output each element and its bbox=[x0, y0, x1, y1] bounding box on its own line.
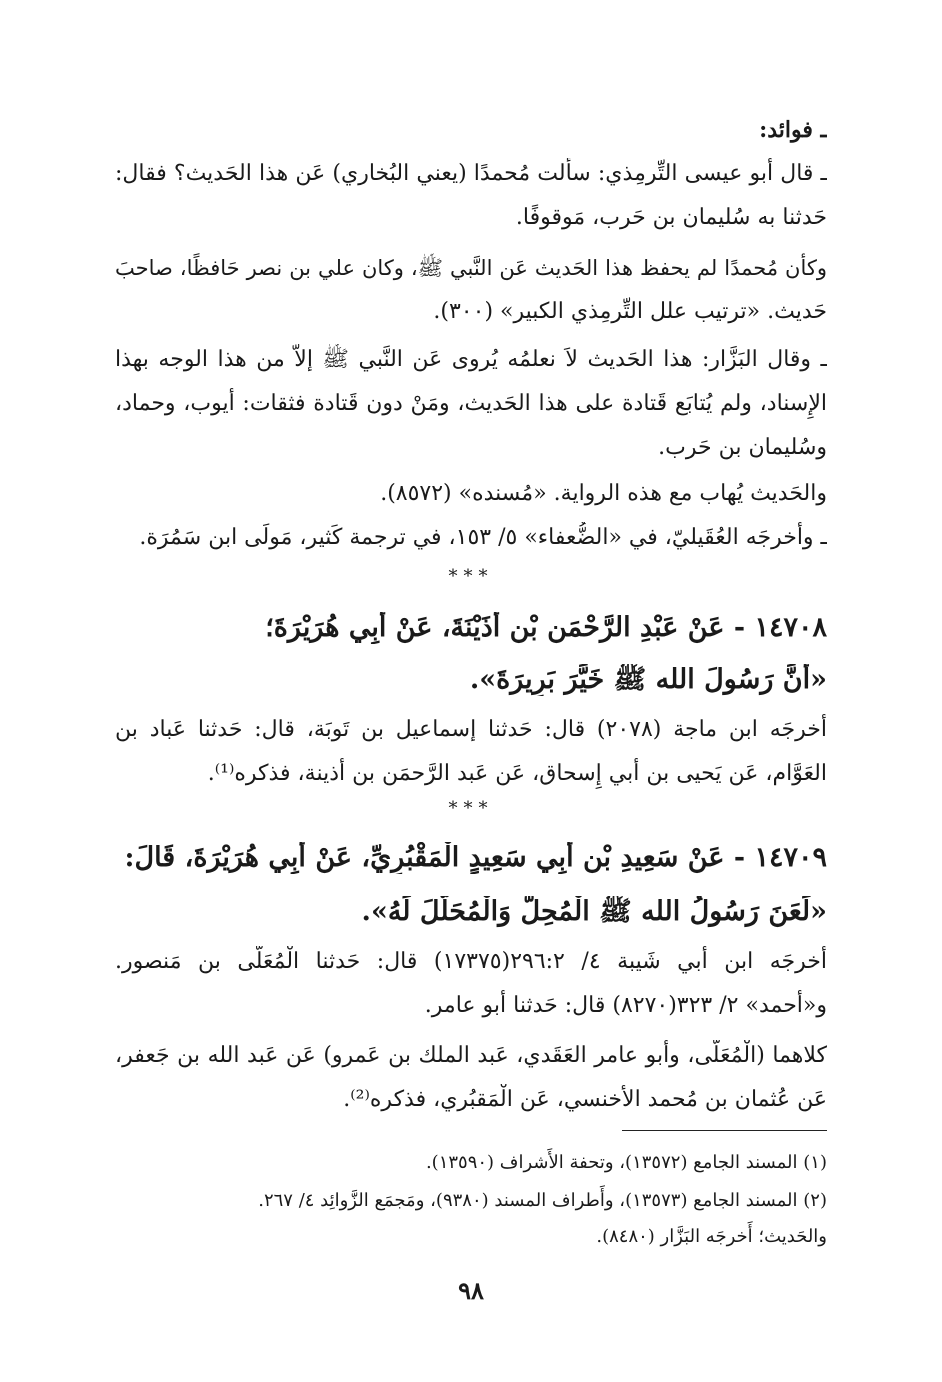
text-line: ـ وقال البَزَّار: هذا الحَديث لاَ نعلمُه يُروى عَن النَّبي ﷺ إلاَّ من هذا الوجه بهذا bbox=[115, 347, 827, 372]
section-divider-stars: *** bbox=[448, 798, 494, 819]
footnote: (١) المسند الجامع (١٣٥٧٢)، وتحفة الأَشراف (١٣٥٩٠). bbox=[425, 1152, 827, 1173]
text-line: ـ وأخرجَه العُقَيليّ، في «الضُّعفاء» ٥/ ١٥٣، في ترجمة كَثير، مَولَى ابن سَمُرَة. bbox=[139, 525, 827, 550]
hadith-text: «أَنَّ رَسُولَ الله ﷺ خَيَّرَ بَرِيرَةَ». bbox=[469, 664, 827, 695]
text-line: أخرجَه ابن أَبي شَيبة ٤/ ٢٩٦:٢(١٧٣٧٥) قال: حَدثنا الْمُعَلَّى بن مَنصور. bbox=[115, 949, 827, 974]
text-line: الإِسناد، ولم يُتابَع قَتادة على هذا الحَديث، ومَنْ دون قَتادة فثقات: أيوب، وحماد، bbox=[115, 391, 827, 416]
text-line: عَن عُثمان بن مُحمد الأَخنسي، عَن الْمَقبُري، فذكره⁽²⁾. bbox=[343, 1087, 827, 1112]
text-line: حَديث. «ترتيب علل التِّرمِذي الكبير» (٣٠٠). bbox=[433, 299, 827, 324]
text-line: حَدثنا به سُليمان بن حَرب، مَوقوفًا. bbox=[515, 205, 827, 230]
section-heading: ـ فوائد: bbox=[759, 117, 827, 143]
text-line: والحَديث يُهاب مع هذه الرواية. «مُسنده» (٨٥٧٢). bbox=[380, 481, 827, 506]
text-line: كلاهما (الْمُعَلَّى، وأَبو عامر العَقَدي، عَبد الملك بن عَمرو) عَن عَبد الله بن جَعفر، bbox=[115, 1043, 827, 1068]
page-number: ٩٨ bbox=[458, 1276, 484, 1305]
footnote: (٢) المسند الجامع (١٣٥٧٣)، وأَطراف المسند (٩٣٨٠)، ومَجمَع الزَّوائِد ٤/ ٢٦٧. bbox=[258, 1190, 827, 1211]
text-line: العَوَّام، عَن يَحيى بن أَبي إِسحاق، عَن عَبد الرَّحمَن بن أُذينة، فذكره⁽¹⁾. bbox=[207, 761, 827, 786]
text-line: وكأن مُحمدًا لم يحفظ هذا الحَديث عَن النَّبي ﷺ، وكان علي بن نصر حَافظًا، صاحبَ bbox=[115, 256, 827, 280]
footnote-separator bbox=[622, 1130, 827, 1131]
text-line: وسُليمان بن حَرب. bbox=[658, 435, 827, 460]
hadith-number-line: ١٤٧٠٩ - عَنْ سَعِيدِ بْنِ أَبِي سَعِيدٍ الْمَقْبُرِيِّ، عَنْ أَبِي هُرَيْرَةَ، قَالَ: bbox=[124, 842, 827, 873]
hadith-text: «لَعَنَ رَسُولُ الله ﷺ الْمُحِلَّ وَالْمُحَلَّلَ لَهُ». bbox=[361, 896, 827, 927]
text-line: أخرجَه ابن ماجة (٢٠٧٨) قال: حَدثنا إسماعيل بن تَوبَة، قال: حَدثنا عَباد بن bbox=[115, 717, 827, 742]
section-divider-stars: *** bbox=[448, 566, 494, 587]
text-line: ـ قال أبو عيسى التِّرمِذي: سألت مُحمدًا (يعني البُخاري) عَن هذا الحَديث؟ فقال: bbox=[115, 161, 827, 186]
footnote: والحَديث؛ أَخرجَه البَزَّار (٨٤٨٠). bbox=[596, 1226, 827, 1247]
hadith-number-line: ١٤٧٠٨ - عَنْ عَبْدِ الرَّحْمَنِ بْنِ أُذَيْنَةَ، عَنْ أَبِي هُرَيْرَةَ؛ bbox=[265, 612, 827, 643]
text-line: و«أَحمد» ٢/ ٣٢٣(٨٢٧٠) قال: حَدثنا أَبو عامر. bbox=[424, 993, 827, 1018]
